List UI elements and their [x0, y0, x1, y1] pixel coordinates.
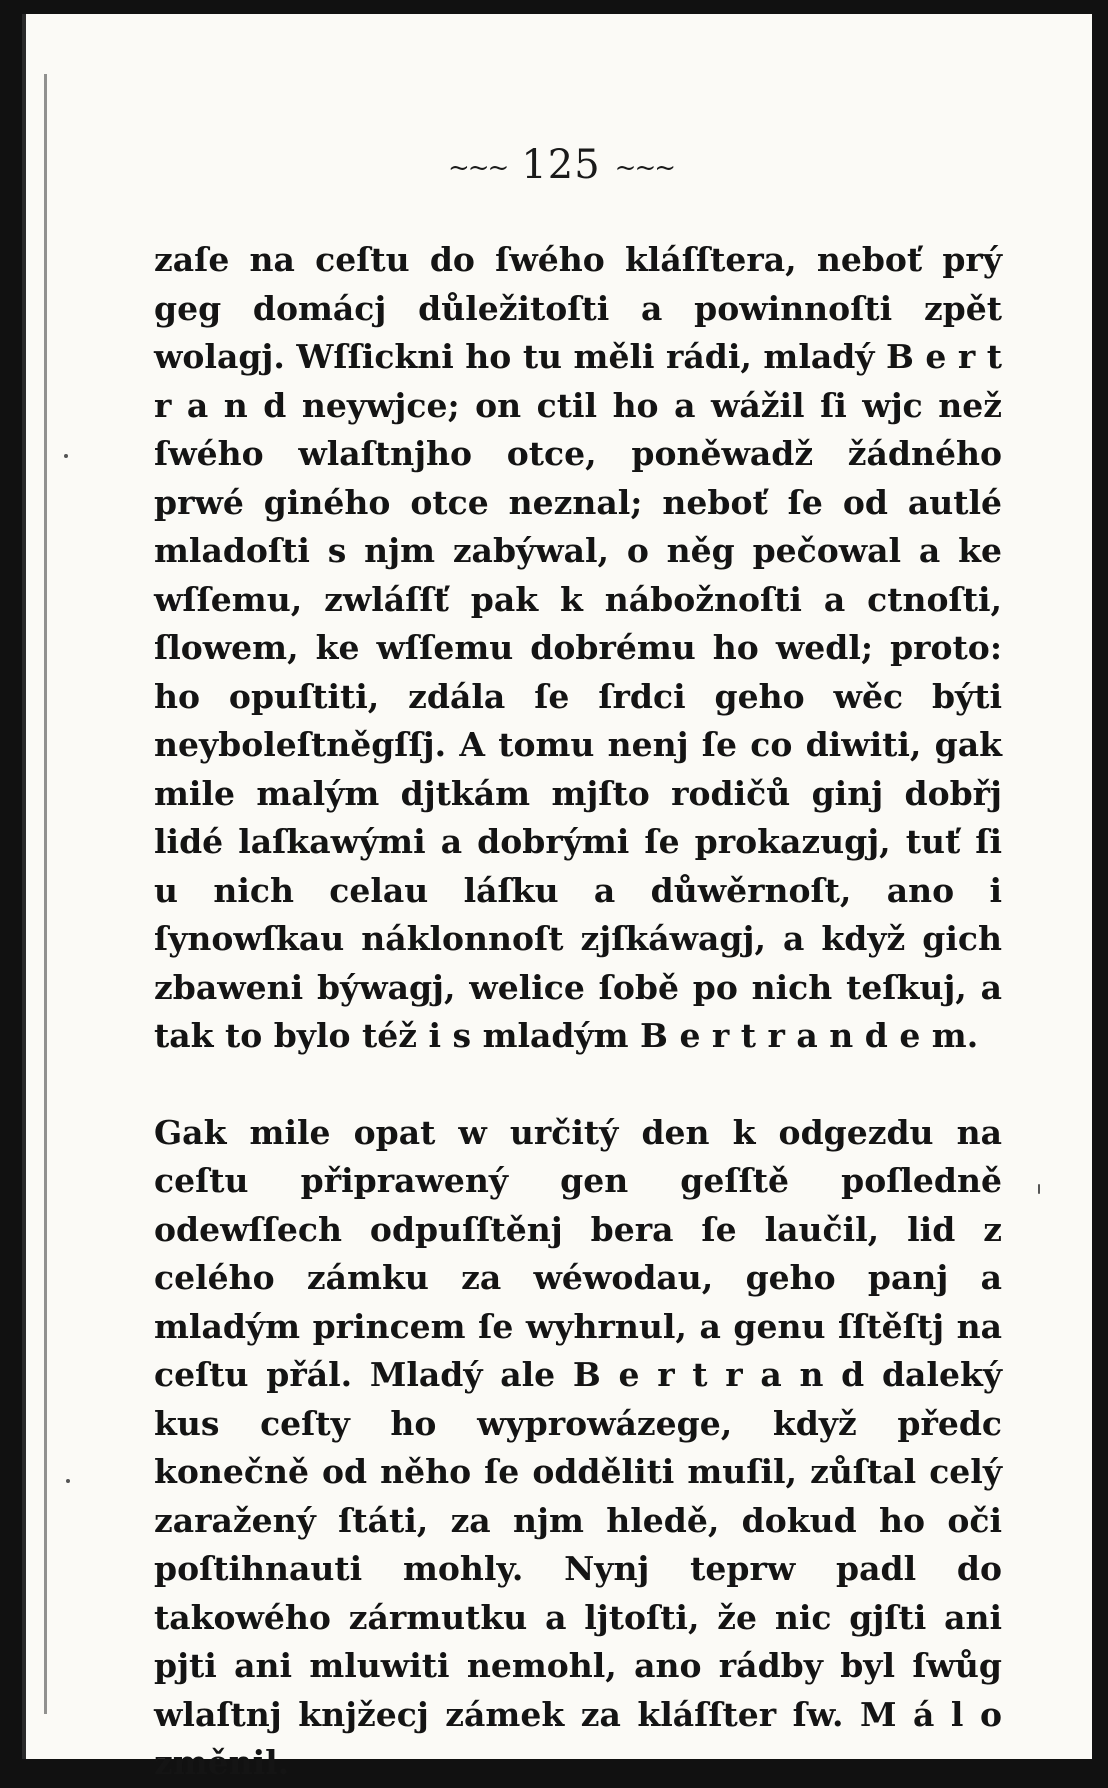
paper-speck — [1038, 1184, 1040, 1194]
header-ornament-right: ~~~ — [614, 153, 675, 183]
paragraph-1: zaſe na ceſtu do ſwého kláſſtera, neboť prý geg domácj důležitoſti a powinnoſti zpět wolagj. Wſſickni ho tu měli rádi, mladý B e r t r a n d neywjce; on ctil ho a wážil ſi wjc než ſwého wlaſtnjho otce, poněwadž žádného prwé giného otce neznal; neboť ſe od autlé mladoſti s njm zabýwal, o něg pečowal a ke wſſemu, zwláſſť pak k nábožnoſti a ctnoſti, ſlowem, ke wſſemu dobrému ho wedl; proto: ho opuſtiti, zdála ſe ſrdci geho wěc býti neyboleſtněgſſj. A tomu nenj ſe co diwiti, gak mile malým djtkám mjſto rodičů ginj dobřj lidé laſkawými a dobrými ſe prokazugj, tuť ſi u nich celau láſku a důwěrnoſt, ano i ſynowſkau náklonnoſt zjſkáwagj, a když gich zbaweni býwagj, welice ſobě po nich teſkuj, a tak to bylo též i s mladým B e r t r a n d e m. — [154, 240, 1002, 1055]
page-number: 125 — [521, 142, 601, 188]
book-page — [22, 14, 1092, 1782]
paper-speck — [66, 1479, 70, 1483]
paper-speck — [64, 454, 68, 458]
page-edge-rule — [44, 74, 47, 1714]
header-ornament-left: ~~~ — [447, 153, 508, 183]
page-body — [154, 236, 1002, 1788]
page-header — [26, 142, 1096, 188]
paragraph-2: Gak mile opat w určitý den k odgezdu na ceſtu připrawený gen geſſtě poſledně odewſſech odpuſſtěnj bera ſe laučil, lid z celého zámku za wéwodau, geho panj a mladým princem ſe wyhrnul, a genu ſſtěſtj na ceſtu přál. Mladý ale B e r t r a n d daleký kus ceſty ho wyprowázege, když předc konečně od něho ſe odděliti muſil, zůſtal celý zaražený ſtáti, za njm hledě, dokud ho oči poſtihnauti mohly. Nynj teprw padl do takowého zármutku a ljtoſti, že nic gjſti ani pjti ani mluwiti nemohl, ano rádby byl ſwůg wlaſtnj knjžecj zámek za kláſſter ſw. M á l o změnil. — [154, 1112, 1002, 1782]
